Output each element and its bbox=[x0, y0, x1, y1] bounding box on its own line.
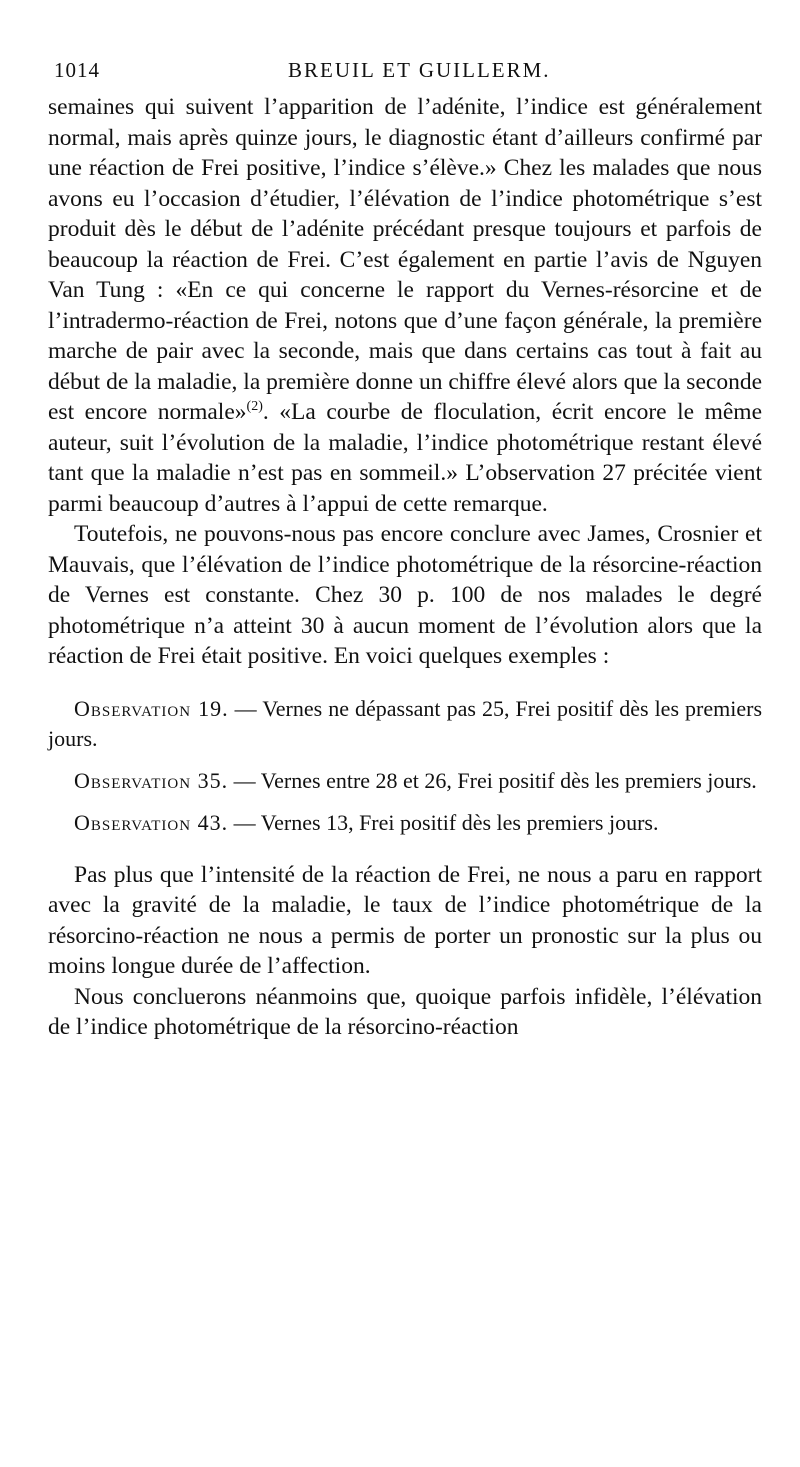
paragraph-1-text: semaines qui suivent l’apparition de l’adénite, l’indice est généralement normal, mais après quinze jours, le diagnostic étant d’ailleurs confirmé par une réaction de Frei positive, l’indice s’élève.» Chez les malades que nous avons eu l’occasion d’étudier, l’élévation de l’indice photométrique s’est produit dès le début de l’adénite précédant presque toujours et parfois de beaucoup la réaction de Frei. C’est également en partie l’avis de Nguyen Van Tung : «En ce qui concerne le rapport du Vernes-résorcine et de l’intradermo-réaction de Frei, notons que d’une façon générale, la première marche de pair avec la seconde, mais que dans certains cas tout à fait au début de la maladie, la première donne un chiffre élevé alors que la seconde est encore normale» bbox=[48, 94, 762, 425]
observation-43 bbox=[48, 808, 762, 838]
running-head: BREUIL ET GUILLERM. bbox=[288, 58, 551, 82]
observation-35 bbox=[48, 766, 762, 796]
page-header bbox=[48, 58, 762, 92]
paragraph-1 bbox=[48, 92, 762, 519]
observation-text: — Vernes entre 28 et 26, Frei positif dès les premiers jours. bbox=[228, 767, 757, 793]
observation-label: Observation 43. bbox=[74, 809, 229, 835]
paragraph-3: Pas plus que l’intensité de la réaction de Frei, ne nous a paru en rapport avec la gravité de la maladie, le taux de l’indice photométrique de la résorcino-réaction ne nous a permis de porter un pronostic sur la plus ou moins longue durée de l’affection. bbox=[48, 861, 762, 979]
page-number: 1014 bbox=[54, 58, 100, 82]
paragraph-2: Toutefois, ne pouvons-nous pas encore conclure avec James, Crosnier et Mauvais, que l’élévation de l’indice photométrique de la résorcine-réaction de Vernes est constante. Chez 30 p. 100 de nos malades le degré photométrique n’a atteint 30 à aucun moment de l’évolution alors que la réaction de Frei était positive. En voici quelques exemples : bbox=[48, 521, 762, 669]
observation-19 bbox=[48, 694, 762, 754]
document-page bbox=[48, 58, 762, 1043]
observation-text: — Vernes ne dépassant pas 25, Frei positif dès les premiers jours. bbox=[48, 695, 763, 751]
observation-label: Observation 35. bbox=[74, 767, 229, 793]
observation-label: Observation 19. bbox=[74, 695, 229, 721]
footnote-ref: (2) bbox=[246, 399, 263, 415]
paragraph-1-end: . «La courbe de floculation, écrit encore le même auteur, suit l’évolution de la maladie, l’indice photométrique restant élevé tant que la maladie n’est pas en sommeil.» L’observation 27 précitée vient parmi beaucoup d’autres à l’appui de cette remarque. bbox=[48, 399, 763, 517]
observation-text: — Vernes 13, Frei positif dès les premiers jours. bbox=[228, 809, 659, 835]
paragraph-4: Nous concluerons néanmoins que, quoique parfois infidèle, l’élévation de l’indice photométrique de la résorcino-réaction bbox=[48, 983, 762, 1040]
